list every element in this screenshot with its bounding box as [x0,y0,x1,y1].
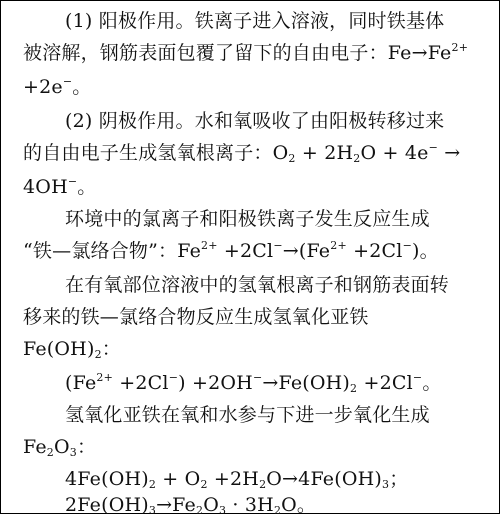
text-line-5: 的自由电子生成氢氧根离子：$O_2 + 2H_2O + 4e^-$ → [23,141,461,165]
text-line-3: +2e−。 [23,75,92,98]
text-line-12: $(Fe^{2+} +2Cl^-) +2OH^-\to Fe(OH)_2 +2Cl^-$。 [65,371,442,395]
text-line-2: 被溶解，钢筋表面包覆了留下的自由电子：$Fe\to Fe^{2+}$ [23,41,469,64]
text-line-14: $Fe_2O_3$： [23,436,97,459]
text-line-11: $Fe(OH)_2$： [23,338,121,361]
text-line-13: 氢氧化亚铁在氧和水参与下进一步氧化生成 [65,404,430,426]
text-line-4: (2) 阴极作用。水和氧吸收了由阳极转移过来 [65,110,445,132]
text-line-15: $4Fe(OH)_2 + O_2 +2H_2O\to 4Fe(OH)_3$； [65,468,409,491]
text-line-6: 4OH−。 [23,175,97,198]
text-line-10: 移来的铁—氯络合物反应生成氢氧化亚铁 [23,306,369,328]
text-line-16: $2Fe(OH)_3\to Fe_2O_3 \cdot 3H_2O$。 [65,494,317,517]
text-line-8: “铁—氯络合物”：$Fe^{2+} +2Cl^-\to(Fe^{2+} +2Cl^-)$。 [23,239,439,262]
text-line-7: 环境中的氯离子和阳极铁离子发生反应生成 [65,208,430,230]
text-line-1: (1) 阳极作用。铁离子进入溶液，同时铁基体 [65,10,445,32]
text-line-9: 在有氧部位溶液中的氢氧根离子和钢筋表面转 [65,274,450,296]
